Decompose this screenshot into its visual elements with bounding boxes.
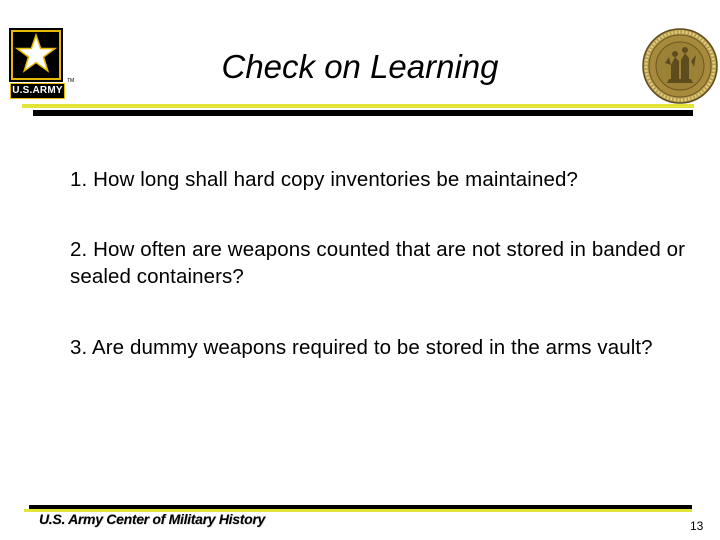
footer-organization: U.S. Army Center of Military History: [39, 511, 265, 527]
header-rule-black: [33, 110, 693, 116]
army-wordmark: U.S.ARMY: [10, 83, 65, 99]
slide-title: Check on Learning: [221, 48, 499, 85]
question-2: 2. How often are weapons counted that are not stored in banded or sealed containers?: [70, 238, 686, 288]
page-number: 13: [690, 519, 704, 533]
military-history-seal-icon: [641, 27, 719, 105]
header-rule-gold: [22, 104, 694, 108]
army-star-icon: [9, 28, 63, 82]
us-army-logo-icon: [9, 28, 75, 100]
question-3: 3. Are dummy weapons required to be stored in the arms vault?: [70, 336, 653, 359]
trademark-mark: TM: [67, 78, 75, 84]
question-1: 1. How long shall hard copy inventories be maintained?: [70, 168, 578, 191]
